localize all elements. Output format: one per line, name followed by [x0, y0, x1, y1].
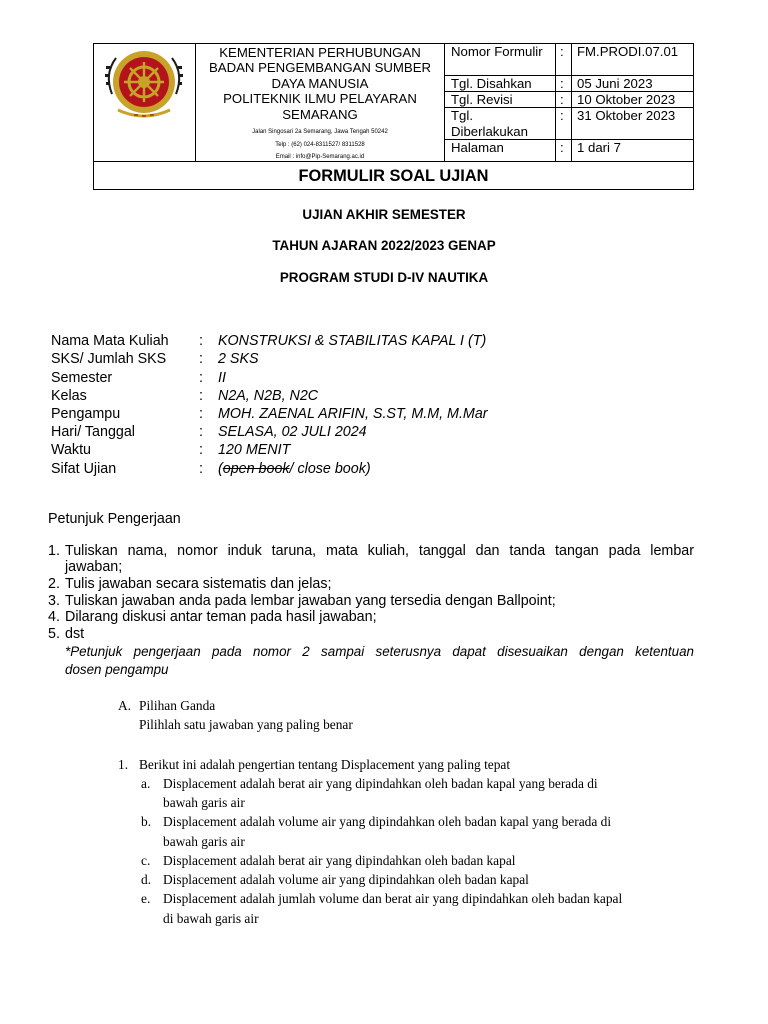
info-label: Hari/ Tanggal [51, 424, 135, 440]
meta-label-tgl-disahkan: Tgl. Disahkan [451, 76, 532, 91]
list-item-number: 1. [48, 543, 60, 559]
info-label: Pengampu [51, 406, 121, 422]
answer-option-continuation: bawah garis air [163, 834, 245, 849]
list-item: Tulis jawaban secara sistematis dan jelas; [65, 576, 332, 592]
meta-value-tgl-disahkan: 05 Juni 2023 [577, 76, 653, 91]
instructions-note: *Petunjuk pengerjaan pada nomor 2 sampai seterusnya dapat disesuaikan dengan ketentuan [65, 644, 694, 659]
header-table [93, 43, 694, 190]
divider [555, 44, 556, 161]
info-label: Waktu [51, 442, 91, 458]
meta-label-tgl-diberlakukan: Tgl. Diberlakukan [451, 108, 528, 139]
meta-value-nomor-formulir: FM.PRODI.07.01 [577, 44, 679, 59]
info-colon: : [199, 442, 203, 458]
list-item-number: 4. [48, 609, 60, 625]
answer-option-e: Displacement adalah jumlah volume dan berat air yang dipindahkan oleh badan kapal [163, 891, 623, 906]
institution-email: Email : info@Pip-Semarang.ac.id [275, 154, 365, 161]
meta-colon: : [560, 140, 564, 155]
selected-option: / close book) [289, 461, 371, 477]
list-item-number: 3. [48, 593, 60, 609]
divider [444, 44, 445, 161]
study-program-heading: PROGRAM STUDI D-IV NAUTIKA [279, 270, 489, 285]
info-value-duration: 120 MENIT [218, 442, 291, 458]
list-item-number: 5. [48, 626, 60, 642]
info-colon: : [199, 388, 203, 404]
instructions-title: Petunjuk Pengerjaan [48, 511, 181, 527]
institution-logo [94, 44, 195, 161]
answer-option-continuation: bawah garis air [163, 795, 245, 810]
meta-colon: : [560, 76, 564, 91]
info-value-lecturer: MOH. ZAENAL ARIFIN, S.ST, M.M, M.Mar [218, 406, 488, 422]
list-item: dst [65, 626, 85, 642]
meta-label-tgl-revisi: Tgl. Revisi [451, 92, 513, 107]
info-colon: : [199, 370, 203, 386]
info-label: SKS/ Jumlah SKS [51, 351, 167, 367]
meta-value-halaman: 1 dari 7 [577, 140, 621, 155]
info-colon: : [199, 406, 203, 422]
answer-option-continuation: di bawah garis air [163, 911, 259, 926]
meta-colon: : [560, 44, 564, 59]
list-item-continuation: jawaban; [65, 559, 123, 575]
answer-option-a: Displacement adalah berat air yang dipindahkan oleh badan kapal yang berada di [163, 776, 598, 791]
info-value-exam-type [218, 460, 371, 478]
meta-value-tgl-diberlakukan: 31 Oktober 2023 [577, 108, 676, 123]
institution-line: POLITEKNIK ILMU PELAYARAN [223, 91, 417, 107]
answer-option-c: Displacement adalah berat air yang dipindahkan oleh badan kapal [163, 853, 516, 868]
paren-open: ( [218, 461, 223, 477]
list-item: Dilarang diskusi antar teman pada hasil jawaban; [65, 609, 377, 625]
info-value-class: N2A, N2B, N2C [218, 388, 319, 404]
info-colon: : [199, 424, 203, 440]
question-text: Berikut ini adalah pengertian tentang Displacement yang paling tepat [139, 757, 511, 772]
meta-colon: : [560, 92, 564, 107]
info-value-semester: II [218, 370, 226, 386]
institution-phone: Telp : (62) 024-8311527/ 8311528 [275, 141, 365, 148]
list-item: Tuliskan jawaban anda pada lembar jawaban yang tersedia dengan Ballpoint; [65, 593, 556, 609]
exam-heading: UJIAN AKHIR SEMESTER [302, 207, 466, 222]
info-value-course: KONSTRUKSI & STABILITAS KAPAL I (T) [218, 333, 487, 349]
answer-option-d: Displacement adalah volume air yang dipindahkan oleh badan kapal [163, 872, 529, 887]
question-number: 1. [118, 757, 129, 772]
option-letter: d. [141, 872, 152, 887]
option-letter: e. [141, 891, 151, 906]
academic-year-heading: TAHUN AJARAN 2022/2023 GENAP [272, 238, 496, 253]
option-letter: b. [141, 814, 152, 829]
answer-option-b: Displacement adalah volume air yang dipindahkan oleh badan kapal yang berada di [163, 814, 612, 829]
section-instruction: Pilihlah satu jawaban yang paling benar [139, 717, 353, 732]
info-colon: : [199, 351, 203, 367]
struck-option: open book [222, 461, 290, 477]
meta-value-tgl-revisi: 10 Oktober 2023 [577, 92, 676, 107]
meta-label-halaman: Halaman [451, 140, 504, 155]
list-item-number: 2. [48, 576, 60, 592]
section-title: Pilihan Ganda [139, 698, 216, 713]
info-colon: : [199, 333, 203, 349]
info-label: Sifat Ujian [51, 461, 117, 477]
institution-line: KEMENTERIAN PERHUBUNGAN [219, 44, 421, 60]
institution-block [196, 44, 444, 161]
option-letter: c. [141, 853, 151, 868]
logo-emblem-icon [94, 44, 195, 161]
info-colon: : [199, 461, 203, 477]
form-title: FORMULIR SOAL UJIAN [298, 167, 489, 185]
instructions-note-continuation: dosen pengampu [65, 662, 169, 677]
info-label: Nama Mata Kuliah [51, 333, 169, 349]
info-label: Kelas [51, 388, 87, 404]
institution-address: Jalan Singosari 2a Semarang, Jawa Tengah 50242 [252, 129, 388, 136]
institution-line: DAYA MANUSIA [271, 75, 369, 91]
list-item: Tuliskan nama, nomor induk taruna, mata kuliah, tanggal dan tanda tangan pada lembar [65, 543, 694, 559]
divider [571, 44, 572, 161]
section-letter: A. [118, 698, 132, 713]
info-label: Semester [51, 370, 113, 386]
option-letter: a. [141, 776, 151, 791]
info-value-date: SELASA, 02 JULI 2024 [218, 424, 367, 440]
meta-colon: : [560, 108, 564, 123]
institution-line: SEMARANG [282, 106, 358, 122]
institution-line: BADAN PENGEMBANGAN SUMBER [208, 60, 432, 76]
meta-label-nomor-formulir: Nomor Formulir [451, 44, 543, 59]
info-value-sks: 2 SKS [218, 351, 259, 367]
